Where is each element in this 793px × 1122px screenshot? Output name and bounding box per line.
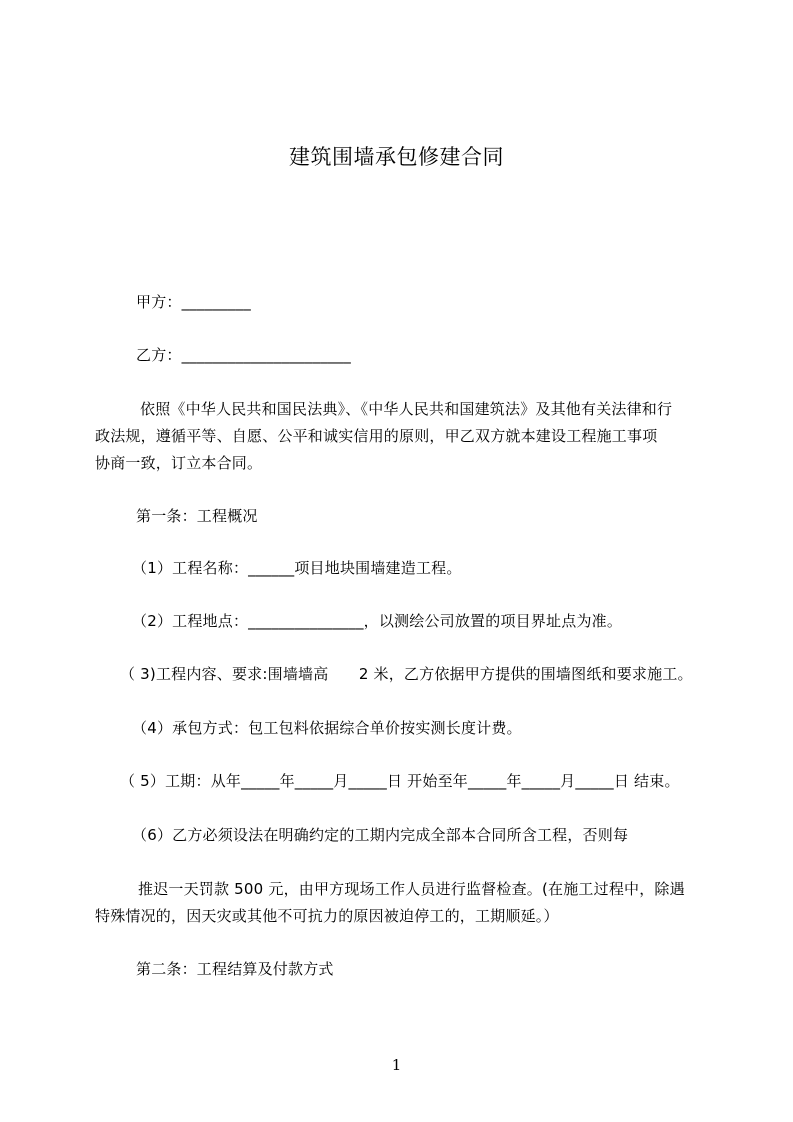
article-2-heading: 第二条：工程结算及付款方式 [136,960,334,978]
article-1-item-2: （2）工程地点：_______________，以测绘公司放置的项目界址点为准。 [132,612,623,630]
article-1-item-6: （6）乙方必须设法在明确约定的工期内完成全部本合同所含工程，否则每 [132,826,629,844]
party-a-line: 甲方：_________ [136,293,251,311]
article-1-item-6-continued-2: 特殊情况的，因天灾或其他不可抗力的原因被迫停工的，工期顺延。） [95,907,559,925]
article-1-heading: 第一条：工程概况 [136,507,258,525]
article-1-item-5: （ 5）工期：从年_____年_____月_____日 开始至年_____年_____月_____日 结束。 [120,772,680,790]
preamble-line-1: 依照《中华人民共和国民法典》、《中华人民共和国建筑法》及其他有关法律和行 [140,400,673,418]
document-title: 建筑围墙承包修建合同 [289,145,504,169]
preamble-line-2: 政法规，遵循平等、自愿、公平和诚实信用的原则，甲乙双方就本建设工程施工事项 [95,427,658,445]
preamble-line-3: 协商一致，订立本合同。 [95,454,263,472]
article-1-item-1: （1）工程名称：______项目地块围墙建造工程。 [132,559,462,577]
article-1-item-4: （4）承包方式：包工包料依据综合单价按实测长度计费。 [132,719,522,737]
article-1-item-6-continued-1: 推迟一天罚款 500 元，由甲方现场工作人员进行监督检查。(在施工过程中，除遇 [138,880,685,898]
page-number: 1 [391,1056,402,1074]
article-1-item-3: （ 3)工程内容、要求:围墙墙高 2 米，乙方依据甲方提供的围墙图纸和要求施工。 [120,665,693,683]
party-b-line: 乙方：______________________ [136,346,352,364]
